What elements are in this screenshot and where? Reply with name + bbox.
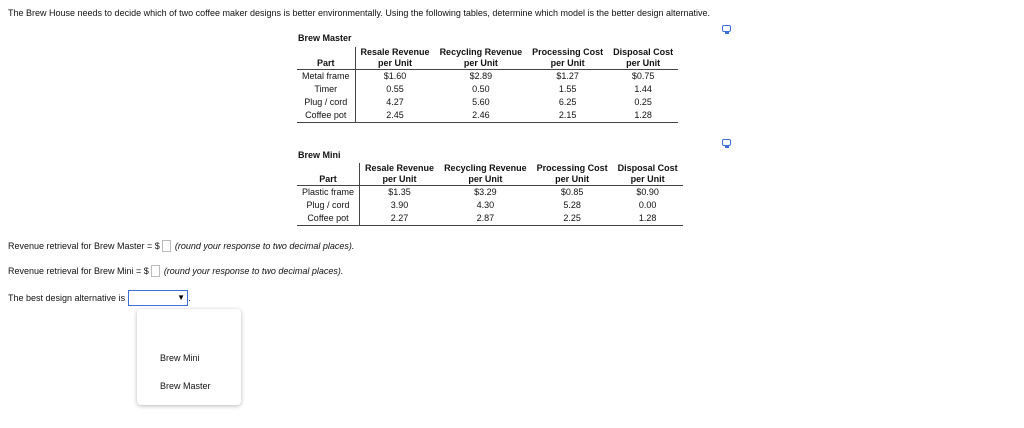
best-design-select[interactable] [128, 290, 188, 306]
part-cell: Plug / cord [297, 96, 355, 109]
copy-icon[interactable] [722, 25, 731, 32]
part-cell: Coffee pot [297, 109, 355, 123]
column-header: per Unit [439, 174, 532, 186]
value-cell: 0.25 [634, 97, 652, 107]
master-revenue-label: Revenue retrieval for Brew Master = $ [8, 241, 160, 251]
best-design-row [8, 290, 191, 306]
value-cell: $0.85 [560, 187, 584, 197]
table-row [297, 199, 683, 212]
value-cell: 2.46 [435, 109, 528, 123]
part-cell: Metal frame [297, 70, 355, 84]
value-cell: $1.60 [383, 71, 407, 81]
column-header: per Unit [608, 58, 678, 70]
table-row [297, 212, 683, 226]
value-cell: 2.45 [355, 109, 435, 123]
value-cell: 1.44 [634, 84, 652, 94]
value-cell: 1.28 [608, 109, 678, 123]
brew-master-title: Brew Master [298, 33, 352, 43]
column-header: per Unit [435, 58, 528, 70]
master-revenue-input[interactable] [162, 240, 171, 252]
best-design-period: . [188, 293, 191, 303]
value-cell: 2.15 [527, 109, 608, 123]
part-cell: Plug / cord [297, 199, 360, 212]
mini-revenue-hint: (round your response to two decimal places). [163, 266, 344, 276]
part-cell: Plastic frame [297, 186, 360, 200]
table-row [297, 70, 678, 84]
column-header: Part [297, 174, 360, 186]
column-header: Disposal Cost [617, 163, 678, 173]
table-row [297, 186, 683, 200]
part-cell: Coffee pot [297, 212, 360, 226]
value-cell: 0.50 [472, 84, 490, 94]
value-cell: 4.27 [386, 97, 404, 107]
value-cell: $0.75 [631, 71, 655, 81]
part-cell: Timer [297, 83, 355, 96]
column-header: Resale Revenue [365, 163, 435, 173]
master-revenue-row [8, 240, 354, 252]
value-cell: 4.30 [476, 200, 495, 210]
column-header: per Unit [355, 58, 435, 70]
brew-mini-table [297, 163, 683, 226]
column-header: per Unit [527, 58, 608, 70]
column-header [297, 163, 360, 174]
value-cell: 5.60 [472, 97, 490, 107]
brew-mini-title: Brew Mini [298, 150, 341, 160]
column-header: per Unit [532, 174, 613, 186]
column-header: Resale Revenue [360, 47, 430, 57]
question-text: The Brew House needs to decide which of two coffee maker designs is better environmentally. Using the following tables, determine which model is the better design alternative. [8, 8, 711, 18]
column-header: Part [297, 58, 355, 70]
brew-master-table [297, 47, 678, 123]
best-design-label: The best design alternative is [8, 293, 126, 303]
value-cell: 1.55 [558, 84, 577, 94]
value-cell: $0.90 [636, 187, 659, 197]
value-cell: 2.25 [532, 212, 613, 226]
value-cell: $2.89 [469, 71, 493, 81]
value-cell: 0.55 [386, 84, 404, 94]
column-header [297, 47, 355, 58]
value-cell: 2.87 [439, 212, 532, 226]
column-header: Processing Cost [532, 47, 604, 57]
value-cell: 6.25 [558, 97, 577, 107]
dropdown-option-brew-mini[interactable]: Brew Mini [160, 353, 200, 363]
table-row [297, 96, 678, 109]
table-row [297, 83, 678, 96]
mini-revenue-input[interactable] [151, 265, 160, 277]
mini-revenue-row [8, 265, 343, 277]
value-cell: $1.35 [388, 187, 411, 197]
dropdown-option-brew-master[interactable]: Brew Master [160, 381, 211, 391]
column-header: Processing Cost [536, 163, 608, 173]
value-cell: 0.00 [638, 200, 657, 210]
value-cell: $1.27 [556, 71, 579, 81]
master-revenue-hint: (round your response to two decimal places). [174, 241, 355, 251]
mini-revenue-label: Revenue retrieval for Brew Mini = $ [8, 266, 149, 276]
dropdown-menu [137, 309, 241, 405]
value-cell: $3.29 [474, 187, 497, 197]
column-header: Recycling Revenue [444, 163, 527, 173]
dropdown-arrow-icon[interactable]: ▼ [177, 293, 186, 302]
column-header: per Unit [360, 174, 440, 186]
column-header: Disposal Cost [613, 47, 674, 57]
column-header: Recycling Revenue [439, 47, 523, 57]
copy-icon[interactable] [722, 139, 731, 146]
table-row [297, 109, 678, 123]
value-cell: 1.28 [613, 212, 683, 226]
value-cell: 2.27 [360, 212, 440, 226]
value-cell: 5.28 [563, 200, 581, 210]
column-header: per Unit [613, 174, 683, 186]
value-cell: 3.90 [390, 200, 409, 210]
